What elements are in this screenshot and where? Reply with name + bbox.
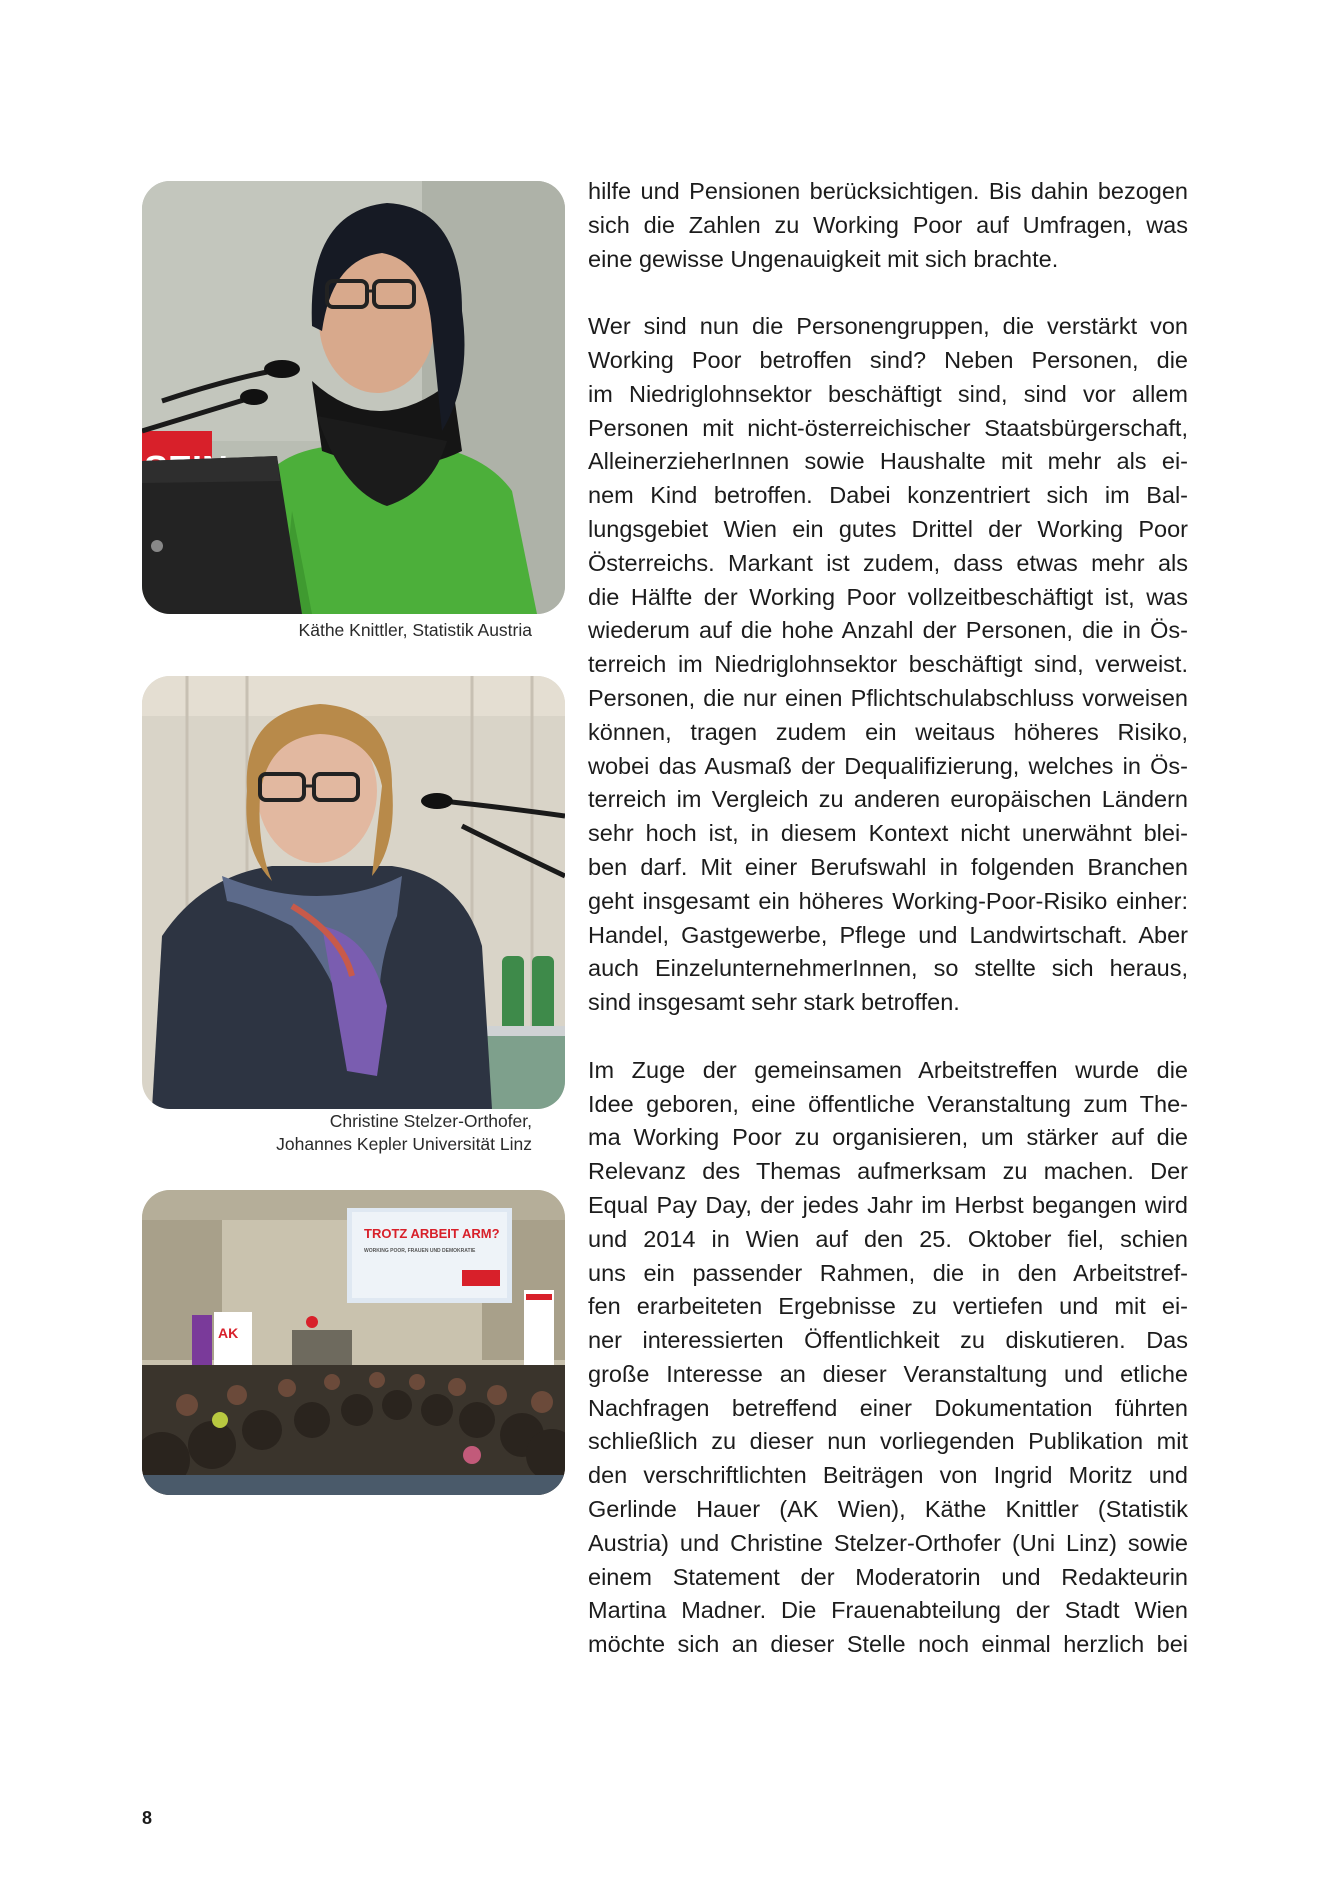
text-line: Working Poor betroffen sind? Neben Personen, die <box>588 346 1188 373</box>
text-line: ma Working Poor zu organisieren, um stärker auf die <box>588 1124 1188 1151</box>
text-line: und 2014 in Wien auf den 25. Oktober fiel, schien <box>588 1225 1188 1252</box>
text-line: sehr hoch ist, in diesem Kontext nicht unerwähnt blei- <box>588 820 1188 847</box>
text-line: Personen mit nicht-österreichischer Staatsbürgerschaft, <box>588 414 1188 441</box>
text-line: die Hälfte der Working Poor vollzeitbeschäftigt ist, was <box>588 583 1188 610</box>
body-text-column <box>588 175 1188 1696</box>
paragraph-2 <box>588 310 1188 1020</box>
text-line: sind insgesamt sehr stark betroffen. <box>588 989 960 1016</box>
text-line: lungsgebiet Wien ein gutes Drittel der Working Poor <box>588 515 1188 542</box>
page-number: 8 <box>142 1808 153 1828</box>
text-line: möchte sich an dieser Stelle noch einmal herzlich bei <box>588 1631 1188 1658</box>
text-line: können, tragen zudem ein weitaus höheres Risiko, <box>588 718 1188 745</box>
text-line: AlleinerzieherInnen sowie Haushalte mit mehr als ei- <box>588 448 1188 475</box>
text-line: Österreichs. Markant ist zudem, dass etwas mehr als <box>588 549 1188 576</box>
text-line: terreich im Niedriglohnsektor beschäftigt sind, verweist. <box>588 651 1188 678</box>
photo-caption <box>142 619 532 642</box>
text-line: uns ein passender Rahmen, die in den Arbeitstref- <box>588 1259 1188 1286</box>
text-line: auch EinzelunternehmerInnen, so stellte sich heraus, <box>588 955 1188 982</box>
text-line: Nachfragen betreffend einer Dokumentation führten <box>588 1394 1188 1421</box>
text-line: einem Statement der Moderatorin und Redakteurin <box>588 1563 1188 1590</box>
slide-title: TROTZ ARBEIT ARM? <box>364 1226 500 1241</box>
text-line: wobei das Ausmaß der Dequalifizierung, welches in Ös- <box>588 752 1188 779</box>
caption-line: Käthe Knittler, Statistik Austria <box>298 620 532 640</box>
text-line: Gerlinde Hauer (AK Wien), Käthe Knittler (Statistik <box>588 1496 1188 1523</box>
photo-caption <box>142 1110 532 1156</box>
text-line: Wer sind nun die Personengruppen, die verstärkt von <box>588 313 1188 340</box>
photo-christine-stelzer-orthofer <box>142 676 565 1109</box>
caption-line: Johannes Kepler Universität Linz <box>276 1134 532 1154</box>
text-line: nem Kind betroffen. Dabei konzentriert sich im Bal- <box>588 482 1188 509</box>
photo-christine-stelzer-orthofer-image <box>142 676 565 1109</box>
text-line: ner interessierten Öffentlichkeit zu diskutieren. Das <box>588 1327 1188 1354</box>
text-line: Handel, Gastgewerbe, Pflege und Landwirtschaft. Aber <box>588 921 1188 948</box>
photo-auditorium-image <box>142 1190 565 1495</box>
text-line: hilfe und Pensionen berücksichtigen. Bis dahin bezogen <box>588 178 1188 204</box>
text-line: wiederum auf die hohe Anzahl der Personen, die in Ös- <box>588 617 1188 644</box>
banner-text: AK <box>218 1325 239 1341</box>
paragraph-1 <box>588 175 1188 276</box>
photo-kaethe-knittler <box>142 181 565 614</box>
text-line: den verschriftlichten Beiträgen von Ingrid Moritz und <box>588 1462 1188 1489</box>
text-line: Austria) und Christine Stelzer-Orthofer (Uni Linz) sowie <box>588 1529 1188 1556</box>
text-line: Im Zuge der gemeinsamen Arbeitstreffen wurde die <box>588 1056 1188 1083</box>
paragraph-3 <box>588 1054 1188 1662</box>
caption-line: Christine Stelzer-Orthofer, <box>329 1111 532 1131</box>
text-line: Martina Madner. Die Frauenabteilung der Stadt Wien <box>588 1597 1188 1624</box>
photo-kaethe-knittler-image <box>142 181 565 614</box>
text-line: Personen, die nur einen Pflichtschulabschluss vorweisen <box>588 684 1188 711</box>
text-line: fen erarbeiteten Ergebnisse zu vertiefen und mit ei- <box>588 1293 1188 1320</box>
text-line: terreich im Vergleich zu anderen europäischen Ländern <box>588 786 1188 813</box>
text-line: große Interesse an dieser Veranstaltung und etliche <box>588 1360 1188 1387</box>
text-line: sich die Zahlen zu Working Poor auf Umfragen, was <box>588 211 1188 238</box>
text-line: geht insgesamt ein höheres Working-Poor-Risiko einher: <box>588 887 1188 914</box>
text-line: Idee geboren, eine öffentliche Veranstaltung zum The- <box>588 1090 1188 1117</box>
text-line: ben darf. Mit einer Berufswahl in folgenden Branchen <box>588 853 1188 880</box>
text-line: Relevanz des Themas aufmerksam zu machen. Der <box>588 1158 1188 1185</box>
text-line: Equal Pay Day, der jedes Jahr im Herbst begangen wird <box>588 1191 1188 1218</box>
slide-subtitle: WORKING POOR, FRAUEN UND DEMOKRATIE <box>364 1248 476 1254</box>
text-line: im Niedriglohnsektor beschäftigt sind, sind vor allem <box>588 380 1188 407</box>
text-line: schließlich zu dieser nun vorliegenden Publikation mit <box>588 1428 1188 1455</box>
text-line: eine gewisse Ungenauigkeit mit sich brachte. <box>588 245 1059 272</box>
photo-auditorium <box>142 1190 565 1495</box>
